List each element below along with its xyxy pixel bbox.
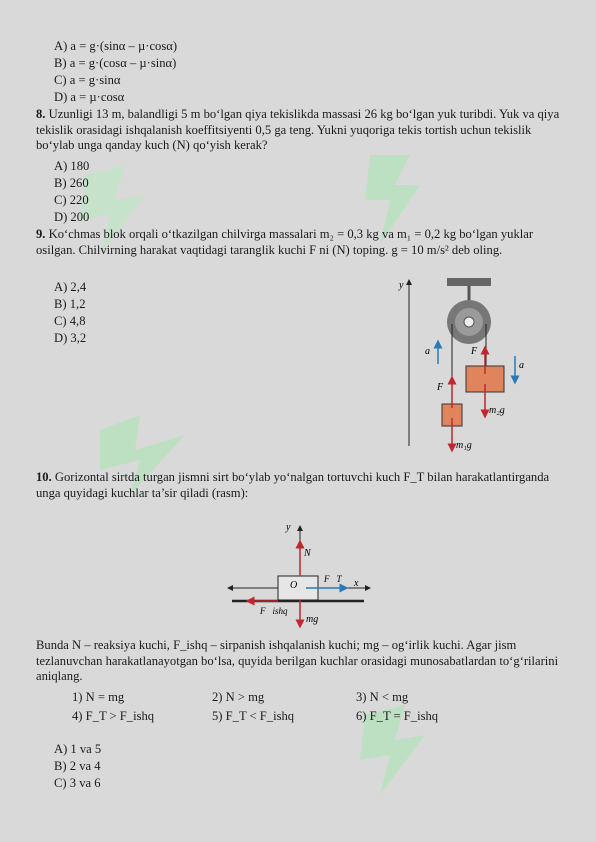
q9-number: 9. — [36, 227, 46, 241]
q8-text: Uzunligi 13 m, balandligi 5 m bo‘lgan qiya tekislikda massasi 26 kg bo‘lgan yuk turibdi. Yuk va qiya tekislik orasidagi ishqalanish koeffitsiyenti 0,5 ga teng. Yukni yuqoriga tekis tortish uchun tekislik bo‘ylab unga qanday kuch (N) qo‘yish kerak? — [36, 107, 560, 153]
a-left-label: a — [425, 346, 430, 357]
statement-6: 6) F_T = F_ishq — [356, 709, 439, 723]
q8-option-c: C) 220 — [54, 193, 89, 207]
f-left-label: F⃗ — [437, 382, 451, 393]
q10-number: 10. — [36, 470, 52, 484]
a-right-label: a — [519, 360, 524, 371]
x-axis-label: x — [354, 578, 359, 589]
y-axis-label: y — [399, 280, 404, 291]
q10-text: Gorizontal sirtda turgan jismni sirt bo‘ylab yo‘nalgan tortuvchi kuch F_T bilan harakatlantirganda unga quyidagi kuchlar ta’sir qiladi (rasm): — [36, 470, 550, 500]
q7-option-b: B) a = g·(cosα – µ·sinα) — [54, 56, 177, 70]
q7-option-c: C) a = g·sinα — [54, 73, 121, 87]
m1g-label: m₁g⃗ — [456, 440, 480, 451]
ceiling — [447, 278, 491, 286]
pulley-diagram — [395, 276, 545, 456]
ft-label: F⃗T — [324, 574, 342, 584]
q8-option-d: D) 200 — [54, 210, 90, 224]
mg-label: mg⃗ — [306, 614, 326, 625]
n-label: N⃗ — [304, 548, 319, 559]
origin-label: O — [290, 580, 298, 591]
q9-text: Ko‘chmas blok orqali o‘tkazilgan chilvirga massalari m₂ = 0,3 kg va m₁ = 0,2 kg bo‘lgan yuklar osilgan. Chilvirning harakat vaqtidagi taranglik kuchi F ni (N) toping. g = 10 m/s² deb oling. — [36, 227, 534, 257]
q10-after-text: Bunda N – reaksiya kuchi, F_ishq – sirpanish ishqalanish kuchi; mg – og‘irlik kuchi. Agar jism tezlanuvchan harakatlanayotgan bo‘lsa, quyida berilgan kuchlar orasidagi munosabatlardan to‘g‘rilarini aniqlang. — [36, 638, 559, 684]
q9-option-c: C) 4,8 — [54, 314, 86, 328]
q9-question — [36, 227, 564, 258]
forces-diagram — [226, 518, 376, 628]
statement-5: 5) F_T < F_ishq — [212, 709, 295, 723]
q8-option-b: B) 260 — [54, 176, 89, 190]
q8-option-a: A) 180 — [54, 159, 90, 173]
q10-statements — [72, 690, 492, 726]
q8-question — [36, 107, 564, 154]
q9-option-d: D) 3,2 — [54, 331, 87, 345]
statement-2: 2) N > mg — [212, 690, 265, 704]
fishq-label: F⃗ishq — [260, 606, 288, 616]
q7-option-d: D) a = µ·cosα — [54, 90, 125, 104]
q9-option-a: A) 2,4 — [54, 280, 87, 294]
f-right-label: F⃗ — [471, 346, 485, 357]
q7-option-a: A) a = g·(sinα – µ·cosα) — [54, 39, 178, 53]
q10-option-b: B) 2 va 4 — [54, 759, 101, 773]
q10-option-c: C) 3 va 6 — [54, 776, 101, 790]
y-axis-label: y — [286, 522, 291, 533]
statement-4: 4) F_T > F_ishq — [72, 709, 155, 723]
q9-option-b: B) 1,2 — [54, 297, 86, 311]
q8-number: 8. — [36, 107, 46, 121]
statement-1: 1) N = mg — [72, 690, 125, 704]
q10-option-a: A) 1 va 5 — [54, 742, 102, 756]
m2g-label: m₂g⃗ — [489, 405, 513, 416]
statement-3: 3) N < mg — [356, 690, 409, 704]
q10-question — [36, 470, 564, 501]
